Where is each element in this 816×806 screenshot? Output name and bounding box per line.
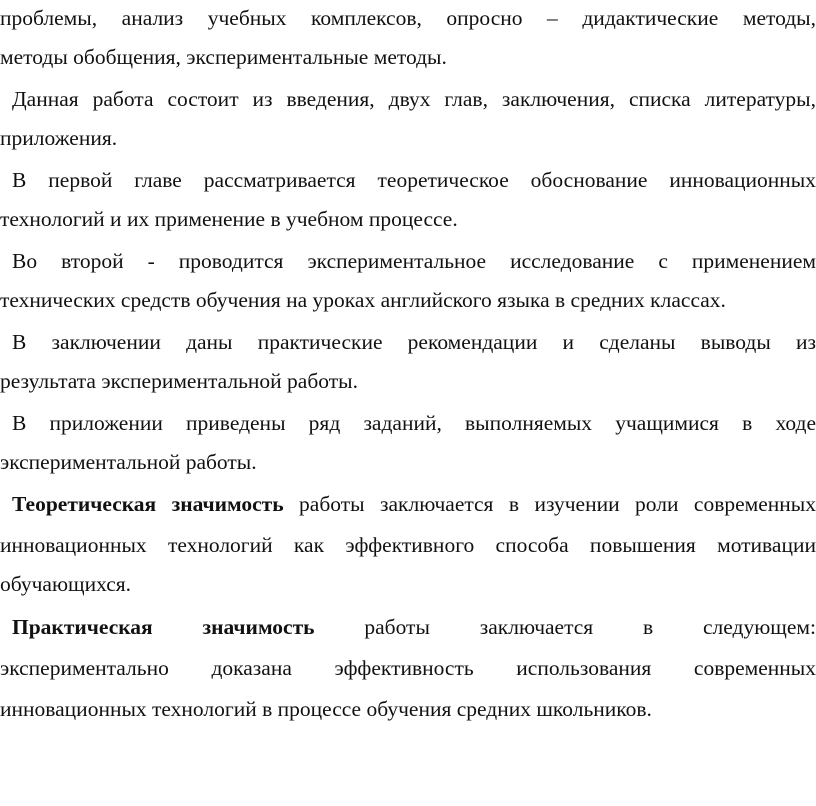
theoretical-significance-bold: Теоретическая значимость [12, 492, 284, 516]
paragraph-appendix-line-1: В приложении приведены ряд заданий, выполняемых учащимися в ходе [12, 411, 816, 435]
paragraph-structure-line-2: приложения. [0, 126, 118, 150]
text-line-2: методы обобщения, экспериментальные методы. [0, 45, 447, 69]
practical-word-5: в [643, 615, 654, 639]
practical-bold-word-2: значимость [202, 615, 315, 639]
practical-word-3: работы [364, 615, 430, 639]
theoretical-line-1-rest: работы заключается в изучении роли современных [299, 492, 816, 516]
paragraph-theoretical-line-1 [12, 490, 816, 518]
paragraph-chapter1-line-2: технологий и их применение в учебном процессе. [0, 207, 458, 231]
paragraph-theoretical-line-2: инновационных технологий как эффективного способа повышения мотивации [0, 533, 816, 557]
practical-word-6: следующем: [703, 615, 816, 639]
paragraph-chapter2-line-1: Во второй - проводится экспериментальное исследование с применением [12, 249, 816, 273]
paragraph-practical-line-2: экспериментально доказана эффективность использования современных [0, 656, 816, 680]
text-line-1: проблемы, анализ учебных комплексов, опросно – дидактические методы, [0, 6, 816, 30]
practical-bold-word-1: Практическая [12, 615, 153, 639]
paragraph-conclusion-line-1: В заключении даны практические рекомендации и сделаны выводы из [12, 330, 816, 354]
paragraph-appendix-line-2: экспериментальной работы. [0, 450, 257, 474]
paragraph-theoretical-line-3: обучающихся. [0, 572, 132, 596]
practical-word-4: заключается [479, 615, 594, 639]
paragraph-practical-line-1 [12, 613, 816, 641]
paragraph-practical-line-3: инновационных технологий в процессе обучения средних школьников. [0, 697, 652, 721]
paragraph-conclusion-line-2: результата экспериментальной работы. [0, 369, 358, 393]
paragraph-structure-line-1: Данная работа состоит из введения, двух глав, заключения, списка литературы, [12, 87, 816, 111]
paragraph-chapter2-line-2: технических средств обучения на уроках английского языка в средних классах. [0, 288, 726, 312]
paragraph-chapter1-line-1: В первой главе рассматривается теоретическое обоснование инновационных [12, 168, 816, 192]
